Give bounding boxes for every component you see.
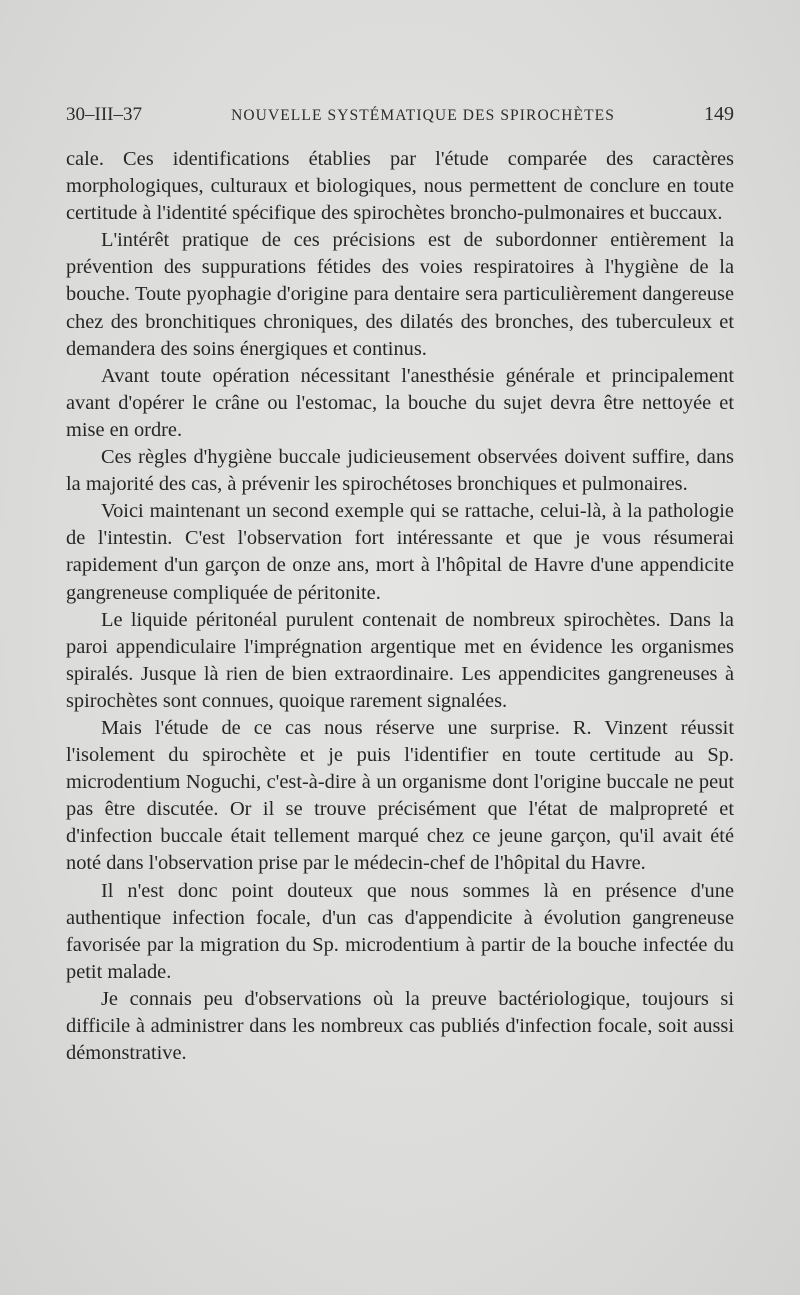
paragraph: cale. Ces identifications établies par l'étude comparée des caractères morphologiques, culturaux et biologiques, nous permettent de conclure en toute certitude à l'identité spécifique des spirochètes broncho-pulmonaires et buccaux. (66, 148, 734, 225)
paragraph: Avant toute opération nécessitant l'anesthésie générale et principalement avant d'opérer le crâne ou l'estomac, la bouche du sujet devra être nettoyée et mise en ordre. (66, 364, 734, 441)
paragraph: L'intérêt pratique de ces précisions est de subordonner entièrement la prévention des suppurations fétides des voies respiratoires à l'hygiène de la bouche. Toute pyophagie d'origine para dentaire sera particulièrement dangereuse chez des bronchitiques chroniques, des dilatés des bronches, des tuberculeux et demandera des soins énergiques et continus. (66, 229, 734, 360)
paragraph: Mais l'étude de ce cas nous réserve une surprise. R. Vinzent réussit l'isolement du spirochète et je puis l'identifier en toute certitude au Sp. microdentium Noguchi, c'est-à-dire à un organisme dont l'origine buccale ne peut pas être discutée. Or il se trouve précisément que l'état de malpropreté et d'infection buccale était tellement marqué chez ce jeune garçon, qu'il avait été noté dans l'observation prise par le médecin-chef de l'hôpital du Havre. (66, 716, 734, 875)
paragraph: Ces règles d'hygiène buccale judicieusement observées doivent suffire, dans la majorité des cas, à prévenir les spirochétoses bronchiques et pulmonaires. (66, 446, 734, 496)
body-text (66, 146, 734, 1067)
page-number: 149 (704, 103, 734, 125)
paragraph: Voici maintenant un second exemple qui se rattache, celui-là, à la pathologie de l'intestin. C'est l'observation fort intéressante et que je vous résumerai rapidement d'un garçon de onze ans, mort à l'hôpital de Havre d'une appendicite gangreneuse compliquée de péritonite. (66, 500, 734, 604)
running-head-date: 30–III–37 (66, 104, 142, 125)
paragraph: Le liquide péritonéal purulent contenait de nombreux spirochètes. Dans la paroi appendiculaire l'imprégnation argentique met en évidence les organismes spiralés. Jusque là rien de bien extraordinaire. Les appendicites gangreneuses à spirochètes sont connues, quoique rarement signalées. (66, 608, 734, 712)
running-head-title: NOUVELLE SYSTÉMATIQUE DES SPIROCHÈTES (231, 107, 615, 124)
running-head (66, 103, 734, 131)
paragraph: Il n'est donc point douteux que nous sommes là en présence d'une authentique infection focale, d'un cas d'appendicite à évolution gangreneuse favorisée par la migration du Sp. microdentium à partir de la bouche infectée du petit malade. (66, 879, 734, 983)
paragraph: Je connais peu d'observations où la preuve bactériologique, toujours si difficile à administrer dans les nombreux cas publiés d'infection focale, soit aussi démonstrative. (66, 987, 734, 1065)
